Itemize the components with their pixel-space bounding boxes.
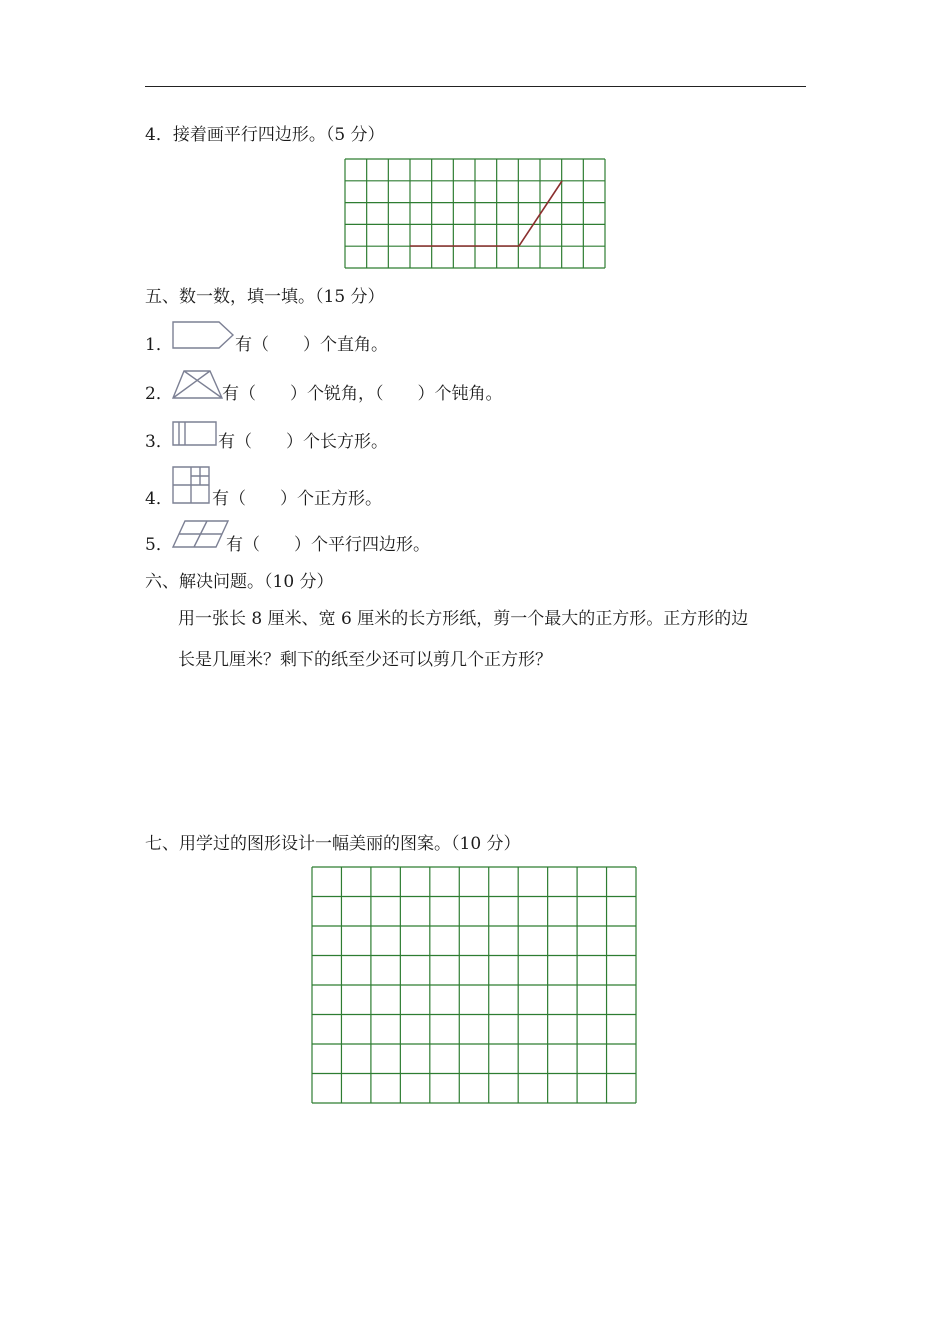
problem-line-1: 用一张长 8 厘米、宽 6 厘米的长方形纸，剪一个最大的正方形。正方形的边 — [178, 609, 749, 629]
parallelogram-grid[interactable] — [345, 159, 606, 269]
squares-figure — [172, 466, 212, 506]
item-3-number: 3． — [145, 432, 173, 452]
section-6-title: 六、解决问题。（10 分） — [145, 572, 334, 592]
parallelograms-figure — [172, 520, 232, 550]
item-2-number: 2． — [145, 384, 173, 404]
item-1-number: 1． — [145, 335, 173, 355]
question-4: 4．接着画平行四边形。（5 分） — [145, 125, 385, 145]
trapezoid-figure — [172, 370, 224, 400]
item-5-text: 有（ ）个平行四边形。 — [226, 535, 430, 555]
item-2-text: 有（ ）个锐角，（ ）个钝角。 — [222, 384, 503, 404]
section-7-title: 七、用学过的图形设计一幅美丽的图案。（10 分） — [145, 834, 521, 854]
problem-line-2: 长是几厘米？剩下的纸至少还可以剪几个正方形？ — [178, 650, 552, 670]
item-3-text: 有（ ）个长方形。 — [218, 432, 388, 452]
item-1-text: 有（ ）个直角。 — [235, 335, 388, 355]
header-rule — [145, 86, 806, 87]
item-4-text: 有（ ）个正方形。 — [212, 489, 382, 509]
section-5-title: 五、数一数，填一填。（15 分） — [145, 287, 385, 307]
design-grid[interactable] — [312, 867, 637, 1104]
item-4-number: 4． — [145, 489, 173, 509]
rectangles-figure — [172, 421, 218, 447]
item-5-number: 5． — [145, 535, 173, 555]
given-segments — [410, 181, 562, 246]
pentagon-figure — [172, 321, 236, 351]
